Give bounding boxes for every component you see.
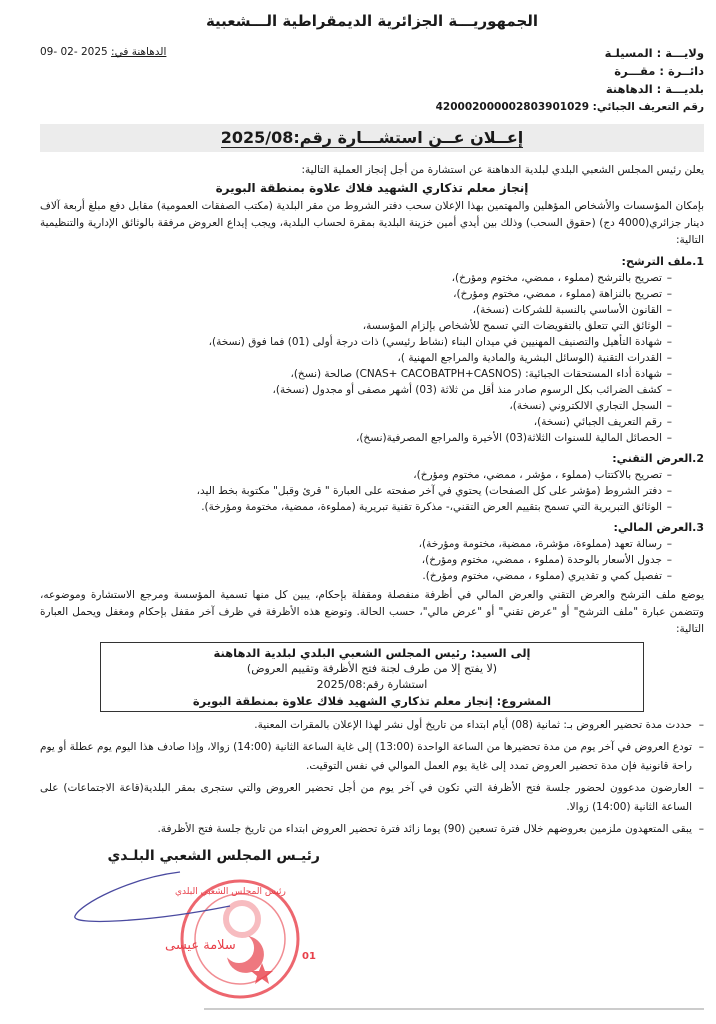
terms-list [40,716,704,839]
requirement-item: – تصريح بالنزاهة (مملوء ، ممضي، مختوم ومؤرخ)، [40,286,704,302]
term-item: – حددت مدة تحضير العروض بـ: ثمانية (08) أيام ابتداء من تاريخ أول نشر لهذا الإعلان بالمقرات المعنية. [40,716,704,735]
requirement-item: – تفصيل كمي و تقديري (مملوء ، ممضي، مختوم ومؤرخ). [40,568,704,584]
paragraph-1: بإمكان المؤسسات والأشخاص المؤهلين والمهتمين بهذا الإعلان سحب دفتر الشروط من مقر البلدية (مكتب الصفقات العمومية) مقابل دفع مبلغ أربعة آلاف دينار جزائري(4000 دج) (حقوق السحب) وذلك بين أيدي أمين خزينة البلدية بمقرة لحساب البلدية، ويجب إيداع العروض مرفقة بالوثائق الإدارية والتنظيمية التالية: [40,200,704,246]
signature-area [40,842,704,1004]
date-line [40,44,166,58]
envelope-note: (لا يفتح إلا من طرف لجنة فتح الأظرفة وتقييم العروض) [246,662,498,675]
section-heading: 1.ملف الترشح: [621,255,704,268]
section-heading: 3.العرض المالي: [613,521,704,534]
requirement-item: – القدرات التقنية (الوسائل البشرية والمادية والمراجع المهنية )، [40,350,704,366]
stamp-title: رئيس المجلس الشعبي البلدي [175,887,286,897]
intro: يعلن رئيس المجلس الشعبي البلدي لبلدية الدهاهنة عن استشارة من أجل إنجاز العملية التالية: [301,164,704,176]
requirement-item: – الوثائق التبريرية التي تسمح بتقييم العرض التقني،- مذكرة تقنية تبريرية (مملوءة، ممضية، مختومة ومؤرخة). [40,499,704,515]
requirements-sections [40,253,704,584]
scan-edge [204,1008,704,1010]
issuer-block [436,44,704,116]
wilaya: ولايـــة : المسيلـة [604,46,704,60]
requirement-item: – دفتر الشروط (مؤشر على كل الصفحات) يحتوي في آخر صفحته على العبارة " قرئ وقبل" مكتوبة بخط اليد، [40,483,704,499]
term-item: – تودع العروض في آخر يوم من مدة تحضيرها من الساعة الواحدة (13:00) إلى غاية الساعة الثانية (14:00) زوالا، وإذا صادف هذا اليوم يوم عطلة أو يوم راحة قانونية فإن مدة تحضير العروض تمدد إلى غاية يوم العمل الموالي في نفس التوقيت. [40,738,704,776]
requirement-item: – كشف الضرائب بكل الرسوم صادر منذ أقل من ثلاثة (03) أشهر مصفى أو مجدول (نسخة)، [40,382,704,398]
announcement-title: إعــلان عــن استشـــارة رقم:2025/08 [220,128,524,147]
term-item: – يبقى المتعهدون ملزمين بعروضهم خلال فترة تسعين (90) يوما زائد فترة تحضير العروض ابتداء من تاريخ جلسة فتح الأظرفة. [40,820,704,839]
envelope-ref: استشارة رقم:2025/08 [316,678,428,691]
tax-id: رقم التعريف الجبائي: 420002000002803901029 [435,101,704,113]
republic-heading: الجمهوريـــة الجزائرية الديمقراطية الـــشعبية [205,12,539,30]
signer-title: رئيـس المجلس الشعبي البلـدي [107,848,320,864]
requirement-item: – تصريح بالترشح (مملوء ، ممضي، مختوم ومؤرخ)، [40,270,704,286]
requirement-item: – الوثائق التي تتعلق بالتفويضات التي تسمح للأشخاص بإلزام المؤسسة، [40,318,704,334]
signature-name: سلامة عيسى [165,938,236,953]
stamp-graphic [40,864,320,1004]
envelope-project: المشروع: إنجاز معلم تذكاري الشهيد فلاك علاوة بمنطقة البويرة [192,694,552,708]
signature-stamp [40,864,320,1004]
requirement-item: – رسالة تعهد (مملوءة، مؤشرة، ممضية، مختومة ومؤرخة)، [40,536,704,552]
envelope-to: إلى السيد: رئيس المجلس الشعبي البلدي لبلدية الدهاهنة [213,646,531,660]
requirement-item: – تصريح بالاكتتاب (مملوء ، مؤشر ، ممضي، مختوم ومؤرخ)، [40,467,704,483]
requirement-item: – السجل التجاري الالكتروني (نسخة)، [40,398,704,414]
stamp-number: 01 [302,951,316,962]
paragraph-2: يوضع ملف الترشح والعرض التقني والعرض المالي في أظرفة منفصلة ومقفلة بإحكام، يبين كل منها تسمية المؤسسة ومرجع الاستشارة وموضوعه، وتتضمن عبارة "ملف الترشح" أو "عرض تقني" أو "عرض مالي"، حسب الحالة. وتوضع هذه الأظرفة في ظرف آخر مقفل بإحكام ومغفل ويحمل العبارة التالية: [40,589,704,635]
requirement-item: – الحصائل المالية للسنوات الثلاثة(03) الأخيرة والمراجع المصرفية(نسخ)، [40,430,704,446]
date-label: الدهاهنة في: [111,46,167,58]
date-value: 09- 02- 2025 [40,46,108,58]
requirement-item: – شهادة التأهيل والتصنيف المهنيين في ميدان البناء (نشاط رئيسي) ذات درجة أولى (01) فما فوق (نسخة)، [40,334,704,350]
requirement-item: – شهادة أداء المستحقات الجبائية: (CNAS+ CACOBATPH+CASNOS) صالحة (نسخ)، [40,366,704,382]
header-row [40,44,704,116]
title-band [40,124,704,152]
requirement-item: – القانون الأساسي بالنسبة للشركات (نسخة)، [40,302,704,318]
daira: دائــرة : مقـــرة [614,64,704,78]
project-title: إنجاز معلم تذكاري الشهيد فلاك علاوة بمنطقة البويرة [215,181,529,195]
section-heading: 2.العرض التقني: [612,452,704,465]
term-item: – العارضون مدعوون لحضور جلسة فتح الأظرفة التي تكون في آخر يوم من أجل تحضير العروض والتي ستجرى بمقر البلدية(قاعة الاجتماعات) على الساعة الثانية (14:00) زوالا. [40,779,704,817]
envelope-box [100,642,644,712]
requirement-item: – رقم التعريف الجبائي (نسخة)، [40,414,704,430]
baladiya: بلديـــة : الدهاهنة [605,82,704,96]
requirement-item: – جدول الأسعار بالوحدة (مملوء ، ممضي، مختوم ومؤرخ)، [40,552,704,568]
